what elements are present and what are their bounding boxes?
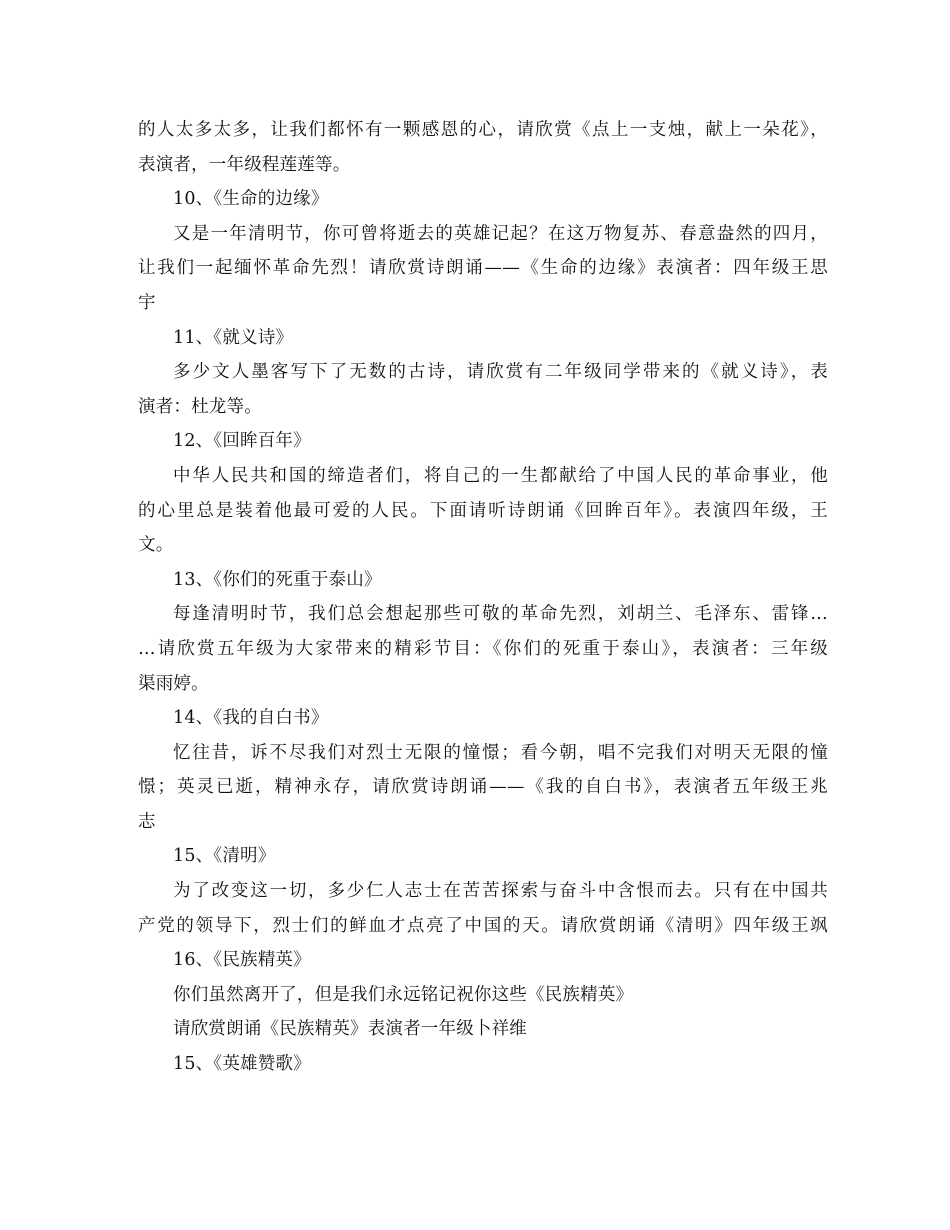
paragraph-line: 表演者，一年级程莲莲等。 [138, 154, 351, 175]
program-item-title: 15、《清明》 [173, 846, 276, 867]
program-item-title: 11、《就义诗》 [173, 327, 294, 348]
paragraph-line: 为了改变这一切，多少仁人志士在苦苦探索与奋斗中含恨而去。只有在中国共 [173, 881, 828, 902]
paragraph-line: 产党的领导下，烈士们的鲜血才点亮了中国的天。请欣赏朗诵《清明》四年级王飒 [138, 915, 828, 936]
paragraph-line: 演者：杜龙等。 [138, 396, 262, 417]
paragraph-line: 宇 [138, 292, 156, 313]
paragraph-line: 渠雨婷。 [138, 673, 209, 694]
document-body [138, 113, 828, 1082]
paragraph-line: 中华人民共和国的缔造者们，将自己的一生都献给了中国人民的革命事业，他 [173, 465, 828, 486]
paragraph-line: 的人太多太多，让我们都怀有一颗感恩的心，请欣赏《点上一支烛，献上一朵花》， [138, 120, 828, 140]
paragraph-line: 请欣赏朗诵《民族精英》表演者一年级卜祥维 [173, 1019, 527, 1040]
program-item-title: 13、《你们的死重于泰山》 [173, 569, 382, 590]
paragraph-line: 的心里总是装着他最可爱的人民。下面请听诗朗诵《回眸百年》。表演四年级，王 [138, 500, 828, 521]
paragraph-line: 每逢清明时节，我们总会想起那些可敬的革命先烈，刘胡兰、毛泽东、雷锋… [173, 604, 828, 625]
paragraph-line: 志 [138, 811, 156, 832]
paragraph-line: 多少文人墨客写下了无数的古诗，请欣赏有二年级同学带来的《就义诗》，表 [173, 362, 828, 383]
program-item-title: 10、《生命的边缘》 [173, 189, 329, 210]
paragraph-line: 让我们一起缅怀革命先烈！请欣赏诗朗诵——《生命的边缘》表演者：四年级王思 [138, 258, 828, 279]
program-item-title: 15、《英雄赞歌》 [173, 1054, 311, 1075]
paragraph-line: …请欣赏五年级为大家带来的精彩节目：《你们的死重于泰山》，表演者：三年级 [138, 638, 828, 659]
paragraph-line: 憬；英灵已逝，精神永存，请欣赏诗朗诵——《我的自白书》，表演者五年级王兆 [138, 777, 828, 798]
program-item-title: 14、《我的自白书》 [173, 708, 329, 729]
program-item-title: 16、《民族精英》 [173, 950, 311, 971]
paragraph-line: 又是一年清明节，你可曾将逝去的英雄记起？在这万物复苏、春意盎然的四月， [173, 223, 828, 244]
paragraph-line: 文。 [138, 535, 174, 556]
paragraph-line: 你们虽然离开了，但是我们永远铭记祝你这些《民族精英》 [173, 984, 634, 1005]
program-item-title: 12、《回眸百年》 [173, 431, 311, 452]
paragraph-line: 忆往昔，诉不尽我们对烈士无限的憧憬；看今朝，唱不完我们对明天无限的憧 [173, 742, 828, 763]
